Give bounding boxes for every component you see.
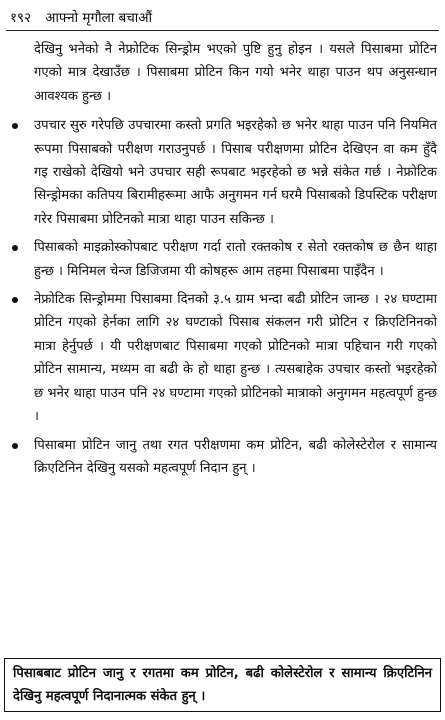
bullet-icon	[12, 297, 18, 303]
bullet-item	[10, 114, 437, 231]
bullet-item	[10, 288, 437, 428]
intro-paragraph: देखिनु भनेको नै नेफ्रोटिक सिन्ड्रोम भएको पुष्टि हुनु होइन । यसले पिसाबमा प्रोटिन गएको मात्र देखाउँछ । पिसाबमा प्रोटिन किन गयो भनेर थाहा पाउन थप अनुसन्धान आवश्यक हुन्छ ।	[34, 42, 437, 104]
summary-box	[4, 658, 441, 712]
bullet-text: नेफ्रोटिक सिन्ड्रोममा पिसाबमा दिनको ३.५ ग्राम भन्दा बढी प्रोटिन जान्छ । २४ घण्टामा प्रोटिन गएको हेर्नका लागि २४ घण्टाको पिसाब संकलन गरी प्रोटिन र क्रिएटिनिनको मात्रा हेर्नुपर्छ । यी परीक्षणबाट पिसाबमा गएको प्रोटिनको मात्रा पहिचान गरी गएको प्रोटिन सामान्य, मध्यम वा बढी के हो थाहा हुन्छ । त्यसबाहेक उपचार कस्तो भइरहेको छ भनेर थाहा पाउन पनि २४ घण्टामा गएको प्रोटिनको मात्राको अनुगमन महत्वपूर्ण हुन्छ ।	[34, 292, 437, 425]
body-text	[10, 38, 437, 485]
page-number: १९२	[10, 10, 32, 26]
running-header	[10, 6, 435, 28]
summary-text: पिसाबबाट प्रोटिन जानु र रगतमा कम प्रोटिन, बढी कोलेस्टेरोल र सामान्य क्रिएटिनिन देखिनु महत्वपूर्ण निदानात्मक संकेत हुन् ।	[13, 666, 432, 704]
bullet-text: पिसाबमा प्रोटिन जानु तथा रगत परीक्षणमा कम प्रोटिन, बढी कोलेस्टेरोल र सामान्य क्रिएटिनिन देखिनु यसको महत्वपूर्ण निदान हुन् ।	[34, 437, 437, 476]
bullet-text: उपचार सुरु गरेपछि उपचारमा कस्तो प्रगति भइरहेको छ भनेर थाहा पाउन पनि नियमित रूपमा पिसाबको परीक्षण गराउनुपर्छ । पिसाब परीक्षणमा प्रोटिन देखिएन वा कम हुँदै गइ राखेको देखियो भने उपचार सही रूपबाट भइरहेको छ भन्ने संकेत गर्छ । नेफ्रोटिक सिन्ड्रोमका कतिपय बिरामीहरूमा आफै अनुगमन गर्न घरमै पिसाबको डिपस्टिक परीक्षण गरेर पिसाबमा प्रोटिनको मात्रा थाहा पाउन सकिन्छ ।	[34, 118, 437, 227]
bullet-item	[10, 236, 437, 283]
running-title: आफ्नो मृगौला बचाऔं	[45, 10, 153, 26]
bullet-text: पिसाबको माइक्रोस्कोपबाट परीक्षण गर्दा रातो रक्तकोष र सेतो रक्तकोष छ छैन थाहा हुन्छ । मिनिमल चेन्ज डिजिजमा यी कोषहरू आम तहमा पिसाबमा पाइँदैन ।	[34, 240, 437, 279]
bullet-icon	[12, 123, 18, 129]
header-rule	[6, 30, 439, 31]
bullet-icon	[12, 245, 18, 251]
bullet-item	[10, 434, 437, 481]
bullet-icon	[12, 443, 18, 449]
